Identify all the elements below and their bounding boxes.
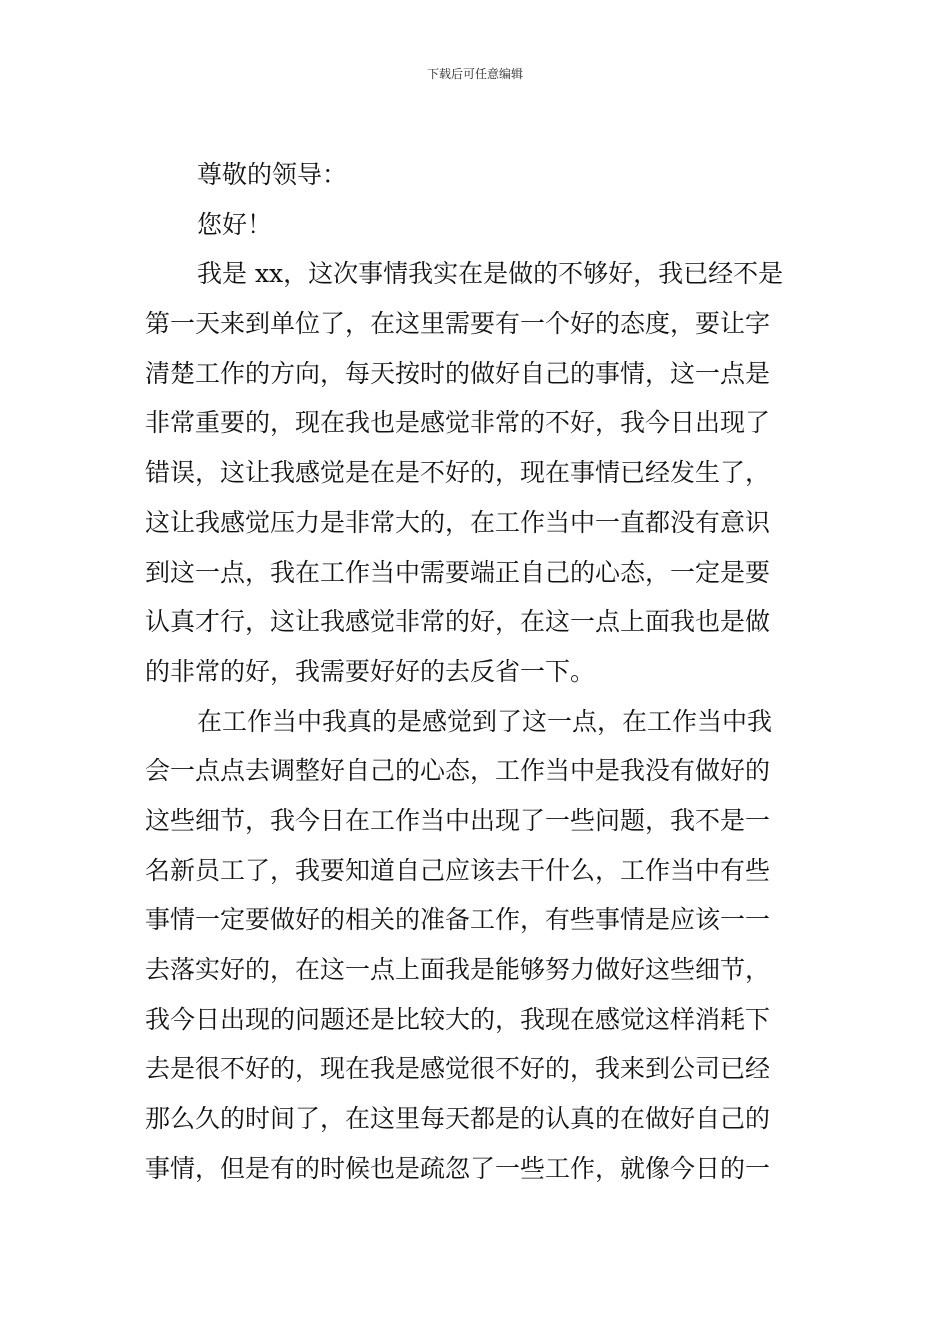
paragraph-line: 这些细节，我今日在工作当中出现了一些问题，我不是一 [145,805,771,835]
paragraph-line: 会一点点去调整好自己的心态，工作当中是我没有做好的 [145,756,771,786]
page-header-note: 下载后可任意编辑 [426,67,523,81]
salutation-line: 您好！ [197,209,273,239]
paragraph-line: 去落实好的，在这一点上面我是能够努力做好这些细节， [145,955,771,984]
paragraph-line: 那么久的时间了，在这里每天都是的认真的在做好自己的 [145,1104,771,1134]
paragraph-line: 认真才行，这让我感觉非常的好，在这一点上面我也是做 [145,607,771,637]
paragraph-line: 的非常的好，我需要好好的去反省一下。 [145,656,596,686]
paragraph-line: 清楚工作的方向，每天按时的做好自己的事情，这一点是 [145,358,771,388]
paragraph-2 [145,697,807,1194]
paragraph-1 [145,249,807,696]
paragraph-line: 非常重要的，现在我也是感觉非常的不好，我今日出现了 [145,408,771,438]
paragraph-line: 名新员工了，我要知道自己应该去干什么，工作当中有些 [145,855,771,885]
letter-body [145,150,807,1193]
paragraph-line: 事情，但是有的时候也是疏忽了一些工作，就像今日的一 [145,1153,771,1183]
paragraph-line: 第一天来到单位了，在这里需要有一个好的态度，要让字 [145,309,771,339]
paragraph-line: 到这一点，我在工作当中需要端正自己的心态，一定是要 [145,557,771,587]
paragraph-line: 我今日出现的问题还是比较大的，我现在感觉这样消耗下 [145,1004,771,1034]
greeting-line: 尊敬的领导： [197,160,348,189]
paragraph-line: 我是 xx，这次事情我实在是做的不够好，我已经不是 [197,259,784,289]
paragraph-line: 去是很不好的，现在我是感觉很不好的，我来到公司已经 [145,1054,771,1084]
paragraph-line: 错误，这让我感觉是在是不好的，现在事情已经发生了， [145,458,771,488]
paragraph-line: 在工作当中我真的是感觉到了这一点，在工作当中我 [197,706,773,736]
paragraph-line: 这让我感觉压力是非常大的，在工作当中一直都没有意识 [145,507,771,537]
paragraph-line: 事情一定要做好的相关的准备工作，有些事情是应该一一 [145,905,771,935]
